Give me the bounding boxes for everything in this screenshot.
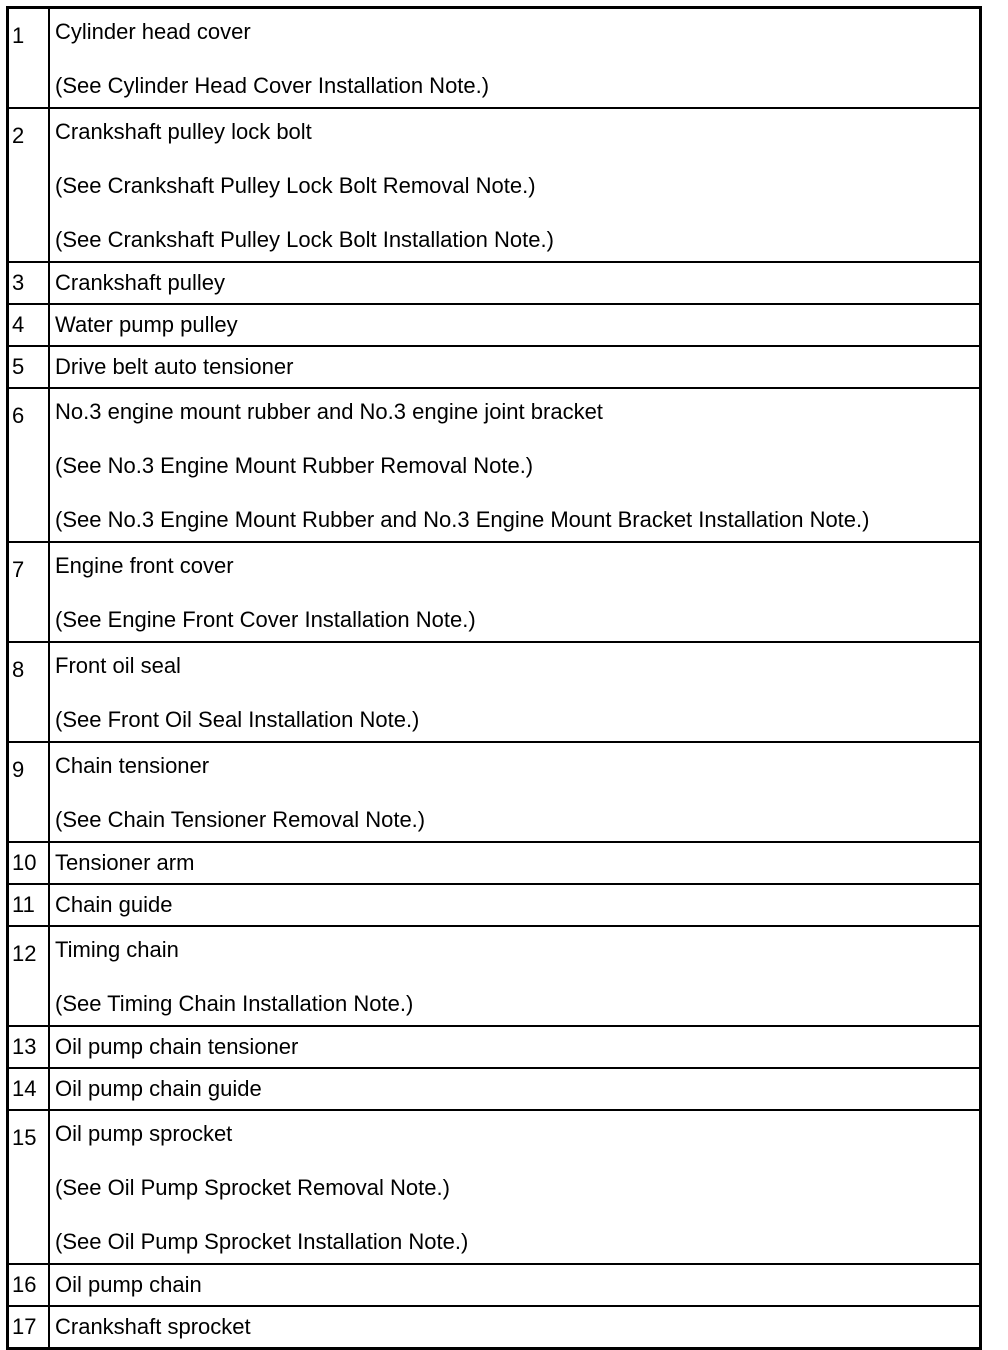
part-name: Engine front cover: [55, 553, 234, 578]
part-description: [49, 1026, 981, 1068]
part-note: (See Engine Front Cover Installation Note.): [55, 607, 476, 632]
part-description: [49, 642, 981, 742]
part-description: [49, 884, 981, 926]
parts-table-body: [8, 8, 981, 1349]
part-name: Crankshaft pulley lock bolt: [55, 119, 312, 144]
part-note: (See No.3 Engine Mount Rubber and No.3 Engine Mount Bracket Installation Note.): [55, 507, 870, 532]
table-row: [8, 1264, 981, 1306]
part-name: Drive belt auto tensioner: [55, 354, 294, 379]
part-name: Crankshaft pulley: [55, 270, 225, 295]
part-number: 11: [8, 884, 50, 926]
part-number: 9: [8, 742, 50, 842]
part-description: [49, 1306, 981, 1349]
parts-table: [6, 6, 982, 1350]
part-name: Tensioner arm: [55, 850, 195, 875]
table-row: [8, 262, 981, 304]
part-number: 2: [8, 108, 50, 262]
part-name: Chain tensioner: [55, 753, 210, 778]
part-description: [49, 346, 981, 388]
part-number: 10: [8, 842, 50, 884]
table-row: [8, 108, 981, 262]
part-description: [49, 262, 981, 304]
part-name: Front oil seal: [55, 653, 181, 678]
part-number: 12: [8, 926, 50, 1026]
part-description: [49, 1068, 981, 1110]
part-note: (See Oil Pump Sprocket Installation Note.): [55, 1229, 469, 1254]
part-description: [49, 388, 981, 542]
part-name: Water pump pulley: [55, 312, 238, 337]
part-number: 16: [8, 1264, 50, 1306]
part-description: [49, 304, 981, 346]
part-note: (See Timing Chain Installation Note.): [55, 991, 414, 1016]
part-description: [49, 1110, 981, 1264]
part-description: [49, 926, 981, 1026]
part-name: No.3 engine mount rubber and No.3 engine joint bracket: [55, 399, 603, 424]
part-number: 5: [8, 346, 50, 388]
part-number: 1: [8, 8, 50, 109]
part-description: [49, 842, 981, 884]
part-number: 4: [8, 304, 50, 346]
part-name: Chain guide: [55, 892, 173, 917]
table-row: [8, 304, 981, 346]
part-note: (See Cylinder Head Cover Installation Note.): [55, 73, 490, 98]
part-number: 6: [8, 388, 50, 542]
table-row: [8, 926, 981, 1026]
part-number: 13: [8, 1026, 50, 1068]
part-note: (See No.3 Engine Mount Rubber Removal Note.): [55, 453, 534, 478]
part-description: [49, 1264, 981, 1306]
part-name: Cylinder head cover: [55, 19, 251, 44]
part-number: 15: [8, 1110, 50, 1264]
part-number: 7: [8, 542, 50, 642]
part-name: Oil pump sprocket: [55, 1121, 233, 1146]
part-note: (See Chain Tensioner Removal Note.): [55, 807, 426, 832]
part-number: 17: [8, 1306, 50, 1349]
table-row: [8, 1110, 981, 1264]
table-row: [8, 388, 981, 542]
part-description: [49, 542, 981, 642]
table-row: [8, 542, 981, 642]
part-number: 8: [8, 642, 50, 742]
part-note: (See Oil Pump Sprocket Removal Note.): [55, 1175, 450, 1200]
table-row: [8, 8, 981, 109]
part-number: 3: [8, 262, 50, 304]
part-name: Crankshaft sprocket: [55, 1314, 251, 1339]
table-row: [8, 1306, 981, 1349]
part-name: Oil pump chain tensioner: [55, 1034, 299, 1059]
part-note: (See Crankshaft Pulley Lock Bolt Removal Note.): [55, 173, 536, 198]
part-name: Timing chain: [55, 937, 179, 962]
table-row: [8, 1026, 981, 1068]
part-note: (See Front Oil Seal Installation Note.): [55, 707, 420, 732]
part-number: 14: [8, 1068, 50, 1110]
part-description: [49, 742, 981, 842]
part-description: [49, 108, 981, 262]
table-row: [8, 346, 981, 388]
table-row: [8, 884, 981, 926]
table-row: [8, 842, 981, 884]
part-note: (See Crankshaft Pulley Lock Bolt Installation Note.): [55, 227, 554, 252]
table-row: [8, 742, 981, 842]
part-name: Oil pump chain guide: [55, 1076, 262, 1101]
part-description: [49, 8, 981, 109]
part-name: Oil pump chain: [55, 1272, 202, 1297]
table-row: [8, 642, 981, 742]
table-row: [8, 1068, 981, 1110]
